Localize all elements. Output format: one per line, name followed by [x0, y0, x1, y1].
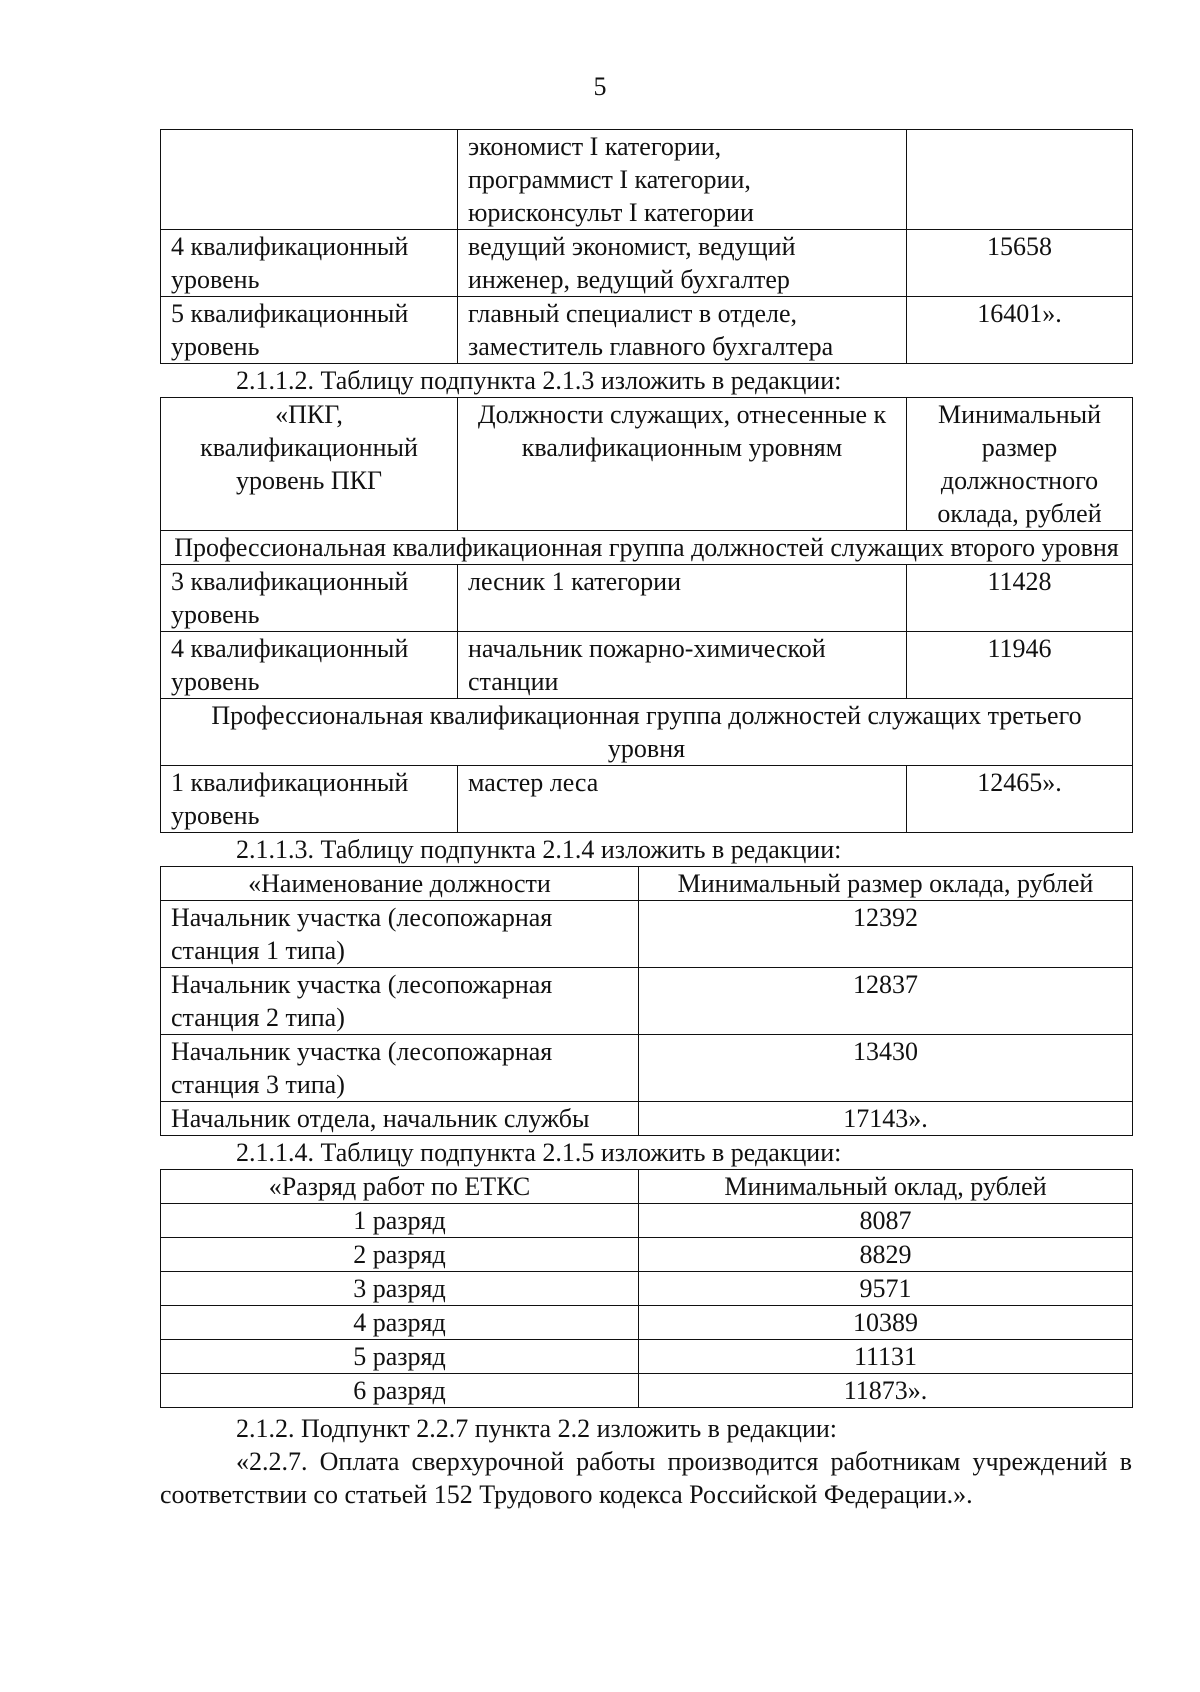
position-cell: лесник 1 категории: [458, 565, 907, 632]
group-row: [161, 531, 1133, 565]
salary-cell: 11873».: [639, 1374, 1133, 1408]
level-cell: 1 квалификационный уровень: [161, 766, 458, 833]
section-heading-2-1-1-4: 2.1.1.4. Таблицу подпункта 2.1.5 изложить в редакции:: [236, 1138, 842, 1167]
table-row: [161, 1340, 1133, 1374]
group-row: [161, 699, 1133, 766]
table-header-row: [161, 1170, 1133, 1204]
table-row: [161, 297, 1133, 364]
level-cell: [161, 130, 458, 230]
positions-cell: ведущий экономист, ведущий инженер, ведущий бухгалтер: [458, 230, 907, 297]
table-row: [161, 1035, 1133, 1102]
section-heading-2-1-1-3: 2.1.1.3. Таблицу подпункта 2.1.4 изложить в редакции:: [236, 835, 842, 864]
header-cell: Минимальный размер оклада, рублей: [639, 867, 1133, 901]
header-cell: «ПКГ, квалификационный уровень ПКГ: [161, 398, 458, 531]
header-cell: «Наименование должности: [161, 867, 639, 901]
header-cell: «Разряд работ по ЕТКС: [161, 1170, 639, 1204]
table-etks-grades: [160, 1169, 1133, 1408]
table-row: [161, 1374, 1133, 1408]
position-line: экономист I категории,: [468, 132, 722, 161]
salary-cell: 12392: [639, 901, 1133, 968]
table-row: [161, 1102, 1133, 1136]
salary-cell: 12837: [639, 968, 1133, 1035]
position-line: юрисконсульт I категории: [468, 198, 754, 227]
group-title: Профессиональная квалификационная группа должностей служащих второго уровня: [161, 531, 1133, 565]
table-header-row: [161, 398, 1133, 531]
table-row: [161, 1306, 1133, 1340]
salary-cell: 9571: [639, 1272, 1133, 1306]
salary-cell: 11428: [907, 565, 1133, 632]
salary-cell: 8087: [639, 1204, 1133, 1238]
table-row: [161, 130, 1133, 230]
table-row: [161, 1238, 1133, 1272]
salary-cell: 10389: [639, 1306, 1133, 1340]
position-cell: мастер леса: [458, 766, 907, 833]
table-row: [161, 968, 1133, 1035]
header-cell: Должности служащих, отнесенные к квалификационным уровням: [458, 398, 907, 531]
position-cell: Начальник отдела, начальник службы: [161, 1102, 639, 1136]
table-row: [161, 766, 1133, 833]
salary-cell: 11946: [907, 632, 1133, 699]
position-line: программист I категории,: [468, 165, 751, 194]
position-cell: Начальник участка (лесопожарная станция 2 типа): [161, 968, 639, 1035]
group-title: Профессиональная квалификационная группа должностей служащих третьего уровня: [161, 699, 1133, 766]
document-body: [160, 129, 1132, 1537]
table-pkg-levels: [160, 397, 1133, 833]
salary-cell: 17143».: [639, 1102, 1133, 1136]
salary-cell: 13430: [639, 1035, 1133, 1102]
section-heading-2-1-1-2: 2.1.1.2. Таблицу подпункта 2.1.3 изложить в редакции:: [236, 366, 842, 395]
page-number: 5: [593, 72, 607, 101]
grade-cell: 6 разряд: [161, 1374, 639, 1408]
grade-cell: 2 разряд: [161, 1238, 639, 1272]
grade-cell: 5 разряд: [161, 1340, 639, 1374]
grade-cell: 1 разряд: [161, 1204, 639, 1238]
positions-cell: [458, 130, 907, 230]
header-cell: Минимальный оклад, рублей: [639, 1170, 1133, 1204]
salary-cell: 16401».: [907, 297, 1133, 364]
level-cell: 3 квалификационный уровень: [161, 565, 458, 632]
position-cell: начальник пожарно-химической станции: [458, 632, 907, 699]
table-row: [161, 230, 1133, 297]
table-row: [161, 1272, 1133, 1306]
header-cell: Минимальный размер должностного оклада, рублей: [907, 398, 1133, 531]
level-cell: 4 квалификационный уровень: [161, 230, 458, 297]
section-heading-2-1-2: 2.1.2. Подпункт 2.2.7 пункта 2.2 изложить в редакции:: [236, 1414, 838, 1443]
positions-cell: главный специалист в отделе, заместитель главного бухгалтера: [458, 297, 907, 364]
position-cell: Начальник участка (лесопожарная станция 3 типа): [161, 1035, 639, 1102]
table-station-heads: [160, 866, 1133, 1136]
salary-cell: 8829: [639, 1238, 1133, 1272]
table-header-row: [161, 867, 1133, 901]
level-cell: 5 квалификационный уровень: [161, 297, 458, 364]
position-cell: Начальник участка (лесопожарная станция 1 типа): [161, 901, 639, 968]
grade-cell: 3 разряд: [161, 1272, 639, 1306]
grade-cell: 4 разряд: [161, 1306, 639, 1340]
salary-cell: 11131: [639, 1340, 1133, 1374]
table-row: [161, 1204, 1133, 1238]
paragraph-2-2-7: «2.2.7. Оплата сверхурочной работы производится работникам учреждений в соответствии со статьей 152 Трудового кодекса Российской Федерации.».: [160, 1447, 1132, 1509]
level-cell: 4 квалификационный уровень: [161, 632, 458, 699]
salary-cell: 15658: [907, 230, 1133, 297]
table-row: [161, 565, 1133, 632]
table-qualification-continuation: [160, 129, 1133, 364]
table-row: [161, 901, 1133, 968]
table-row: [161, 632, 1133, 699]
salary-cell: 12465».: [907, 766, 1133, 833]
salary-cell: [907, 130, 1133, 230]
